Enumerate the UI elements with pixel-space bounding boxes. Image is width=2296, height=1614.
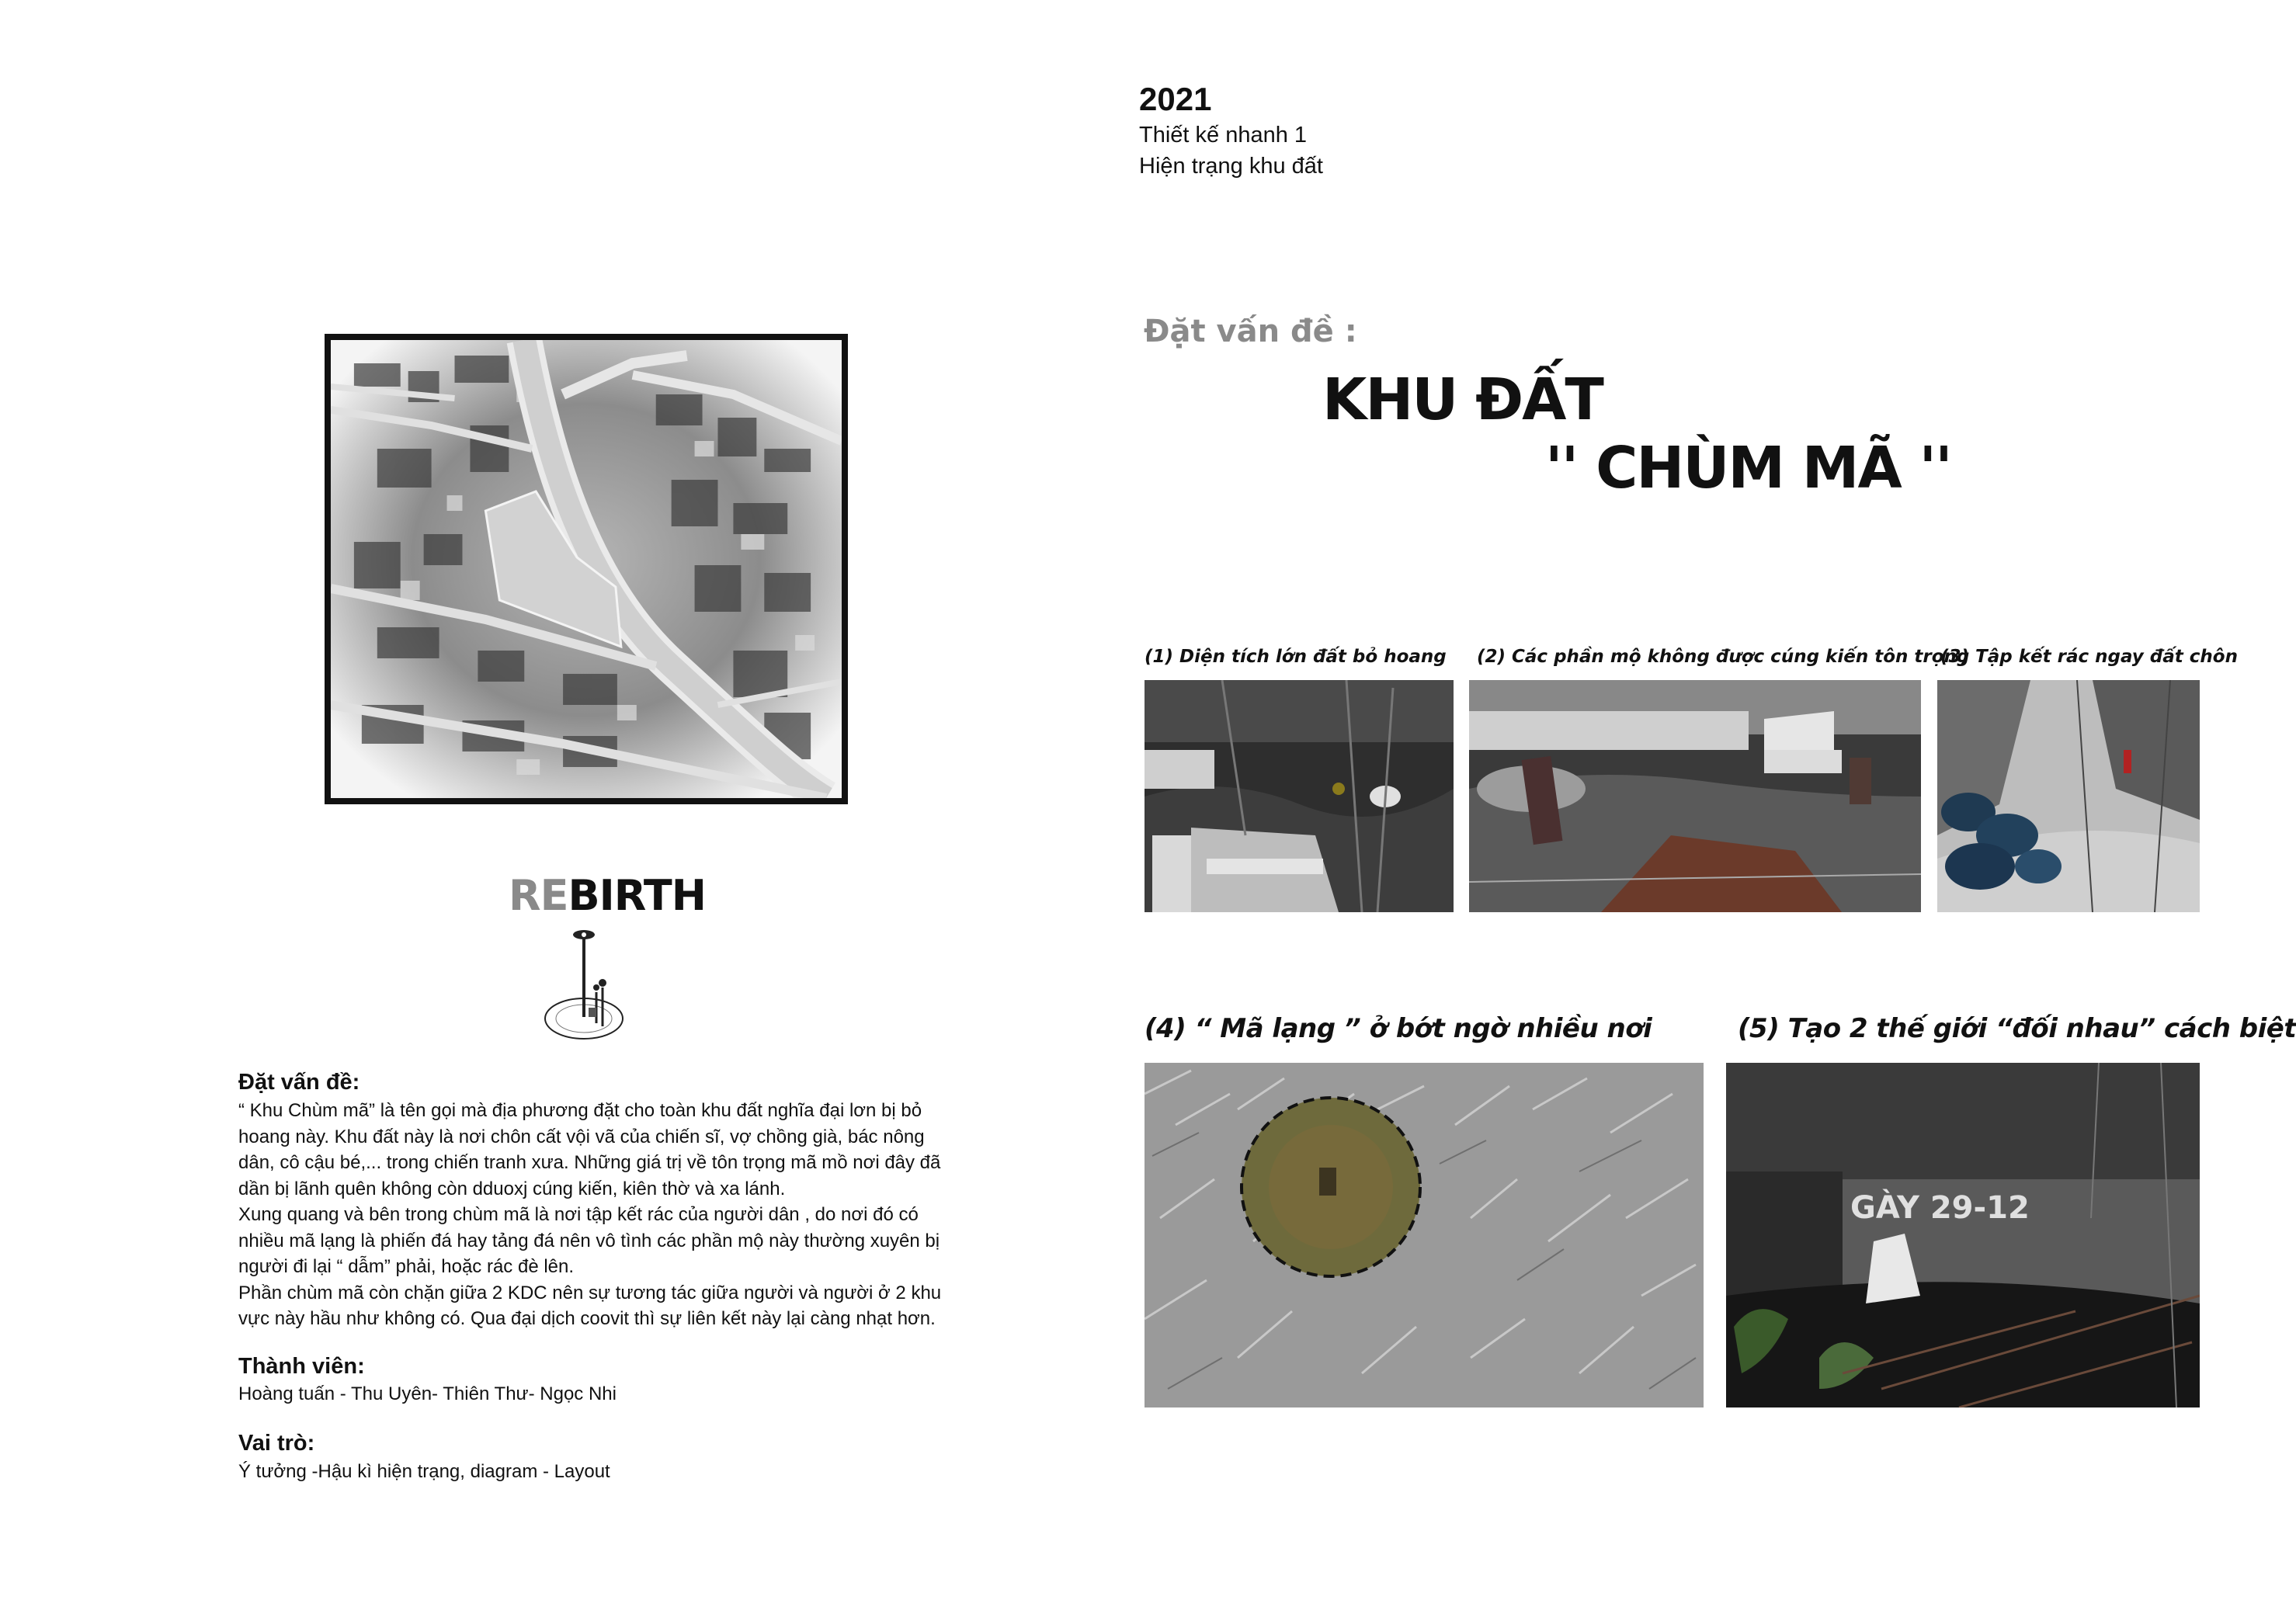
problem-line: dần bị lãnh quên không còn dduoxj cúng kiến, kiên thờ và xa lánh. xyxy=(238,1178,786,1199)
logo-birth: BIRTH xyxy=(568,871,706,920)
subtitle-site: Hiện trạng khu đất xyxy=(1139,154,1323,179)
problem-line: “ Khu Chùm mã” là tên gọi mà địa phương đặt cho toàn khu đất nghĩa đại lơn bị bỏ xyxy=(238,1100,922,1121)
year-label: 2021 xyxy=(1139,81,1212,117)
problem-line: nhiều mã lạng là phiến đá hay tảng đá nên vô tình các phần mộ này thường xuyên bị xyxy=(238,1230,940,1251)
members-heading: Thành viên: xyxy=(238,1354,365,1379)
problem-line: Xung quang và bên trong chùm mã là nơi tập kết rác của người dân , do nơi đó có xyxy=(238,1204,919,1225)
caption-4: (4) “ Mã lạng ” ở bớt ngờ nhiều nơi xyxy=(1145,1013,1652,1044)
title-line-2: '' CHÙM MÃ '' xyxy=(1545,435,1951,502)
lamp-figure-icon xyxy=(536,924,644,1048)
members-text: Hoàng tuấn - Thu Uyên- Thiên Thư- Ngọc Nhi xyxy=(238,1383,617,1404)
subtitle-design: Thiết kế nhanh 1 xyxy=(1139,123,1308,148)
aerial-site-map xyxy=(325,334,848,804)
problem-label: Đặt vấn đề : xyxy=(1144,314,1357,349)
caption-2: (2) Các phần mộ không được cúng kiến tôn trọng xyxy=(1477,647,1970,667)
caption-3: (3) Tập kết rác ngay đất chôn xyxy=(1940,647,2238,667)
wall-graffiti: GÀY 29-12 xyxy=(1850,1190,2030,1226)
photo-hidden-graves xyxy=(1145,1063,1704,1407)
problem-line: dân, cô cậu bé,... trong chiến tranh xưa. Những giá trị về tôn trọng mã mồ nơi đây đã xyxy=(238,1152,941,1173)
role-text: Ý tưởng -Hậu kì hiện trạng, diagram - Layout xyxy=(238,1461,610,1482)
rebirth-logo xyxy=(509,871,706,920)
caption-1: (1) Diện tích lớn đất bỏ hoang xyxy=(1145,647,1447,667)
problem-line: vực này hầu như không có. Qua đại dịch coovit thì sự liên kết này lại càng nhạt hơn. xyxy=(238,1308,936,1329)
photo-abandoned-land xyxy=(1145,680,1454,912)
problem-line: Phần chùm mã còn chặn giữa 2 KDC nên sự tương tác giữa người và người ở 2 khu xyxy=(238,1282,942,1303)
problem-heading: Đặt vấn đề: xyxy=(238,1070,360,1095)
problem-line: người đi lại “ dẫm” phải, hoặc rác đè lên. xyxy=(238,1256,575,1277)
logo-re: RE xyxy=(509,871,568,920)
caption-5: (5) Tạo 2 thế giới “đối nhau” cách biệt xyxy=(1738,1013,2296,1044)
problem-paragraph xyxy=(238,1098,953,1332)
photo-trash-dump xyxy=(1937,680,2200,912)
photo-divided-worlds xyxy=(1726,1063,2200,1407)
role-heading: Vai trò: xyxy=(238,1431,315,1456)
photo-neglected-graves xyxy=(1469,680,1921,912)
problem-line: hoang này. Khu đất này là nơi chôn cất vội vã của chiến sĩ, vợ chồng già, bác nông xyxy=(238,1126,925,1147)
title-line-1: KHU ĐẤT xyxy=(1322,366,1603,433)
